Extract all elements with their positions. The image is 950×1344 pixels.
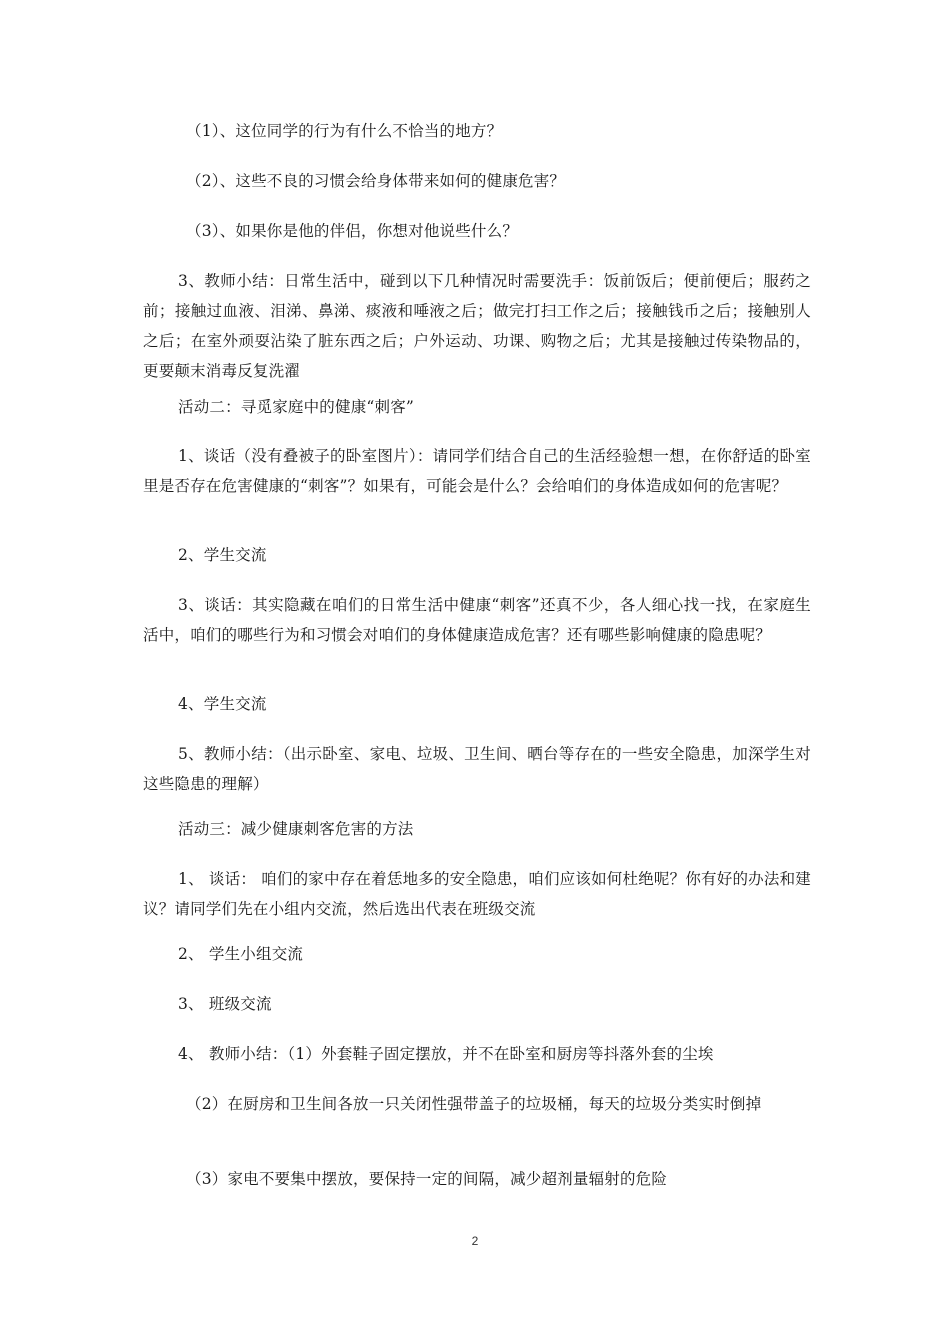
activity-three-step-2: 2、 学生小组交流 xyxy=(178,945,304,963)
activity-three-heading: 活动三：减少健康刺客危害的方法 xyxy=(178,820,414,838)
activity-three-step-1: 1、 谈话： 咱们的家中存在着恁地多的安全隐患，咱们应该如何杜绝呢？你有好的办法和建议？请同学们先在小组内交流，然后选出代表在班级交流 xyxy=(143,870,811,918)
activity-two-step-5: 5、教师小结：（出示卧室、家电、垃圾、卫生间、晒台等存在的一些安全隐患，加深学生对这些隐患的理解） xyxy=(143,745,811,793)
activity-two-step-1: 1、谈话（没有叠被子的卧室图片）：请同学们结合自己的生活经验想一想，在你舒适的卧室里是否存在危害健康的“刺客”？如果有，可能会是什么？会给咱们的身体造成如何的危害呢？ xyxy=(143,447,811,495)
teacher-summary-handwashing: 3、教师小结：日常生活中，碰到以下几种情况时需要洗手：饭前饭后；便前便后；服药之前；接触过血液、泪涕、鼻涕、痰液和唾液之后；做完打扫工作之后；接触钱币之后；接触别人之后；在室外顽耍沾染了脏东西之后；户外运动、功课、购物之后；尤其是接触过传染物品的，更要颠末消毒反复洗濯 xyxy=(143,272,811,380)
question-3: （3）、如果你是他的伴侣，你想对他说些什么？ xyxy=(186,222,519,240)
activity-three-step-4: 4、 教师小结：（1）外套鞋子固定摆放，并不在卧室和厨房等抖落外套的尘埃 xyxy=(178,1045,714,1063)
question-2: （2）、这些不良的习惯会给身体带来如何的健康危害？ xyxy=(186,172,566,190)
activity-two-step-3: 3、谈话：其实隐藏在咱们的日常生活中健康“刺客”还真不少，各人细心找一找，在家庭生活中，咱们的哪些行为和习惯会对咱们的身体健康造成危害？还有哪些影响健康的隐患呢？ xyxy=(143,596,811,644)
question-1: （1）、这位同学的行为有什么不恰当的地方？ xyxy=(186,122,503,140)
activity-three-step-3: 3、 班级交流 xyxy=(178,995,272,1013)
activity-two-heading: 活动二：寻觅家庭中的健康“刺客” xyxy=(178,398,415,416)
activity-two-step-4: 4、学生交流 xyxy=(178,695,267,713)
activity-two-step-2: 2、学生交流 xyxy=(178,546,267,564)
page-number: 2 xyxy=(471,1234,479,1248)
summary-point-3: （3）家电不要集中摆放，要保持一定的间隔，减少超剂量辐射的危险 xyxy=(186,1170,668,1188)
summary-point-2: （2）在厨房和卫生间各放一只关闭性强带盖子的垃圾桶，每天的垃圾分类实时倒掉 xyxy=(186,1095,762,1113)
